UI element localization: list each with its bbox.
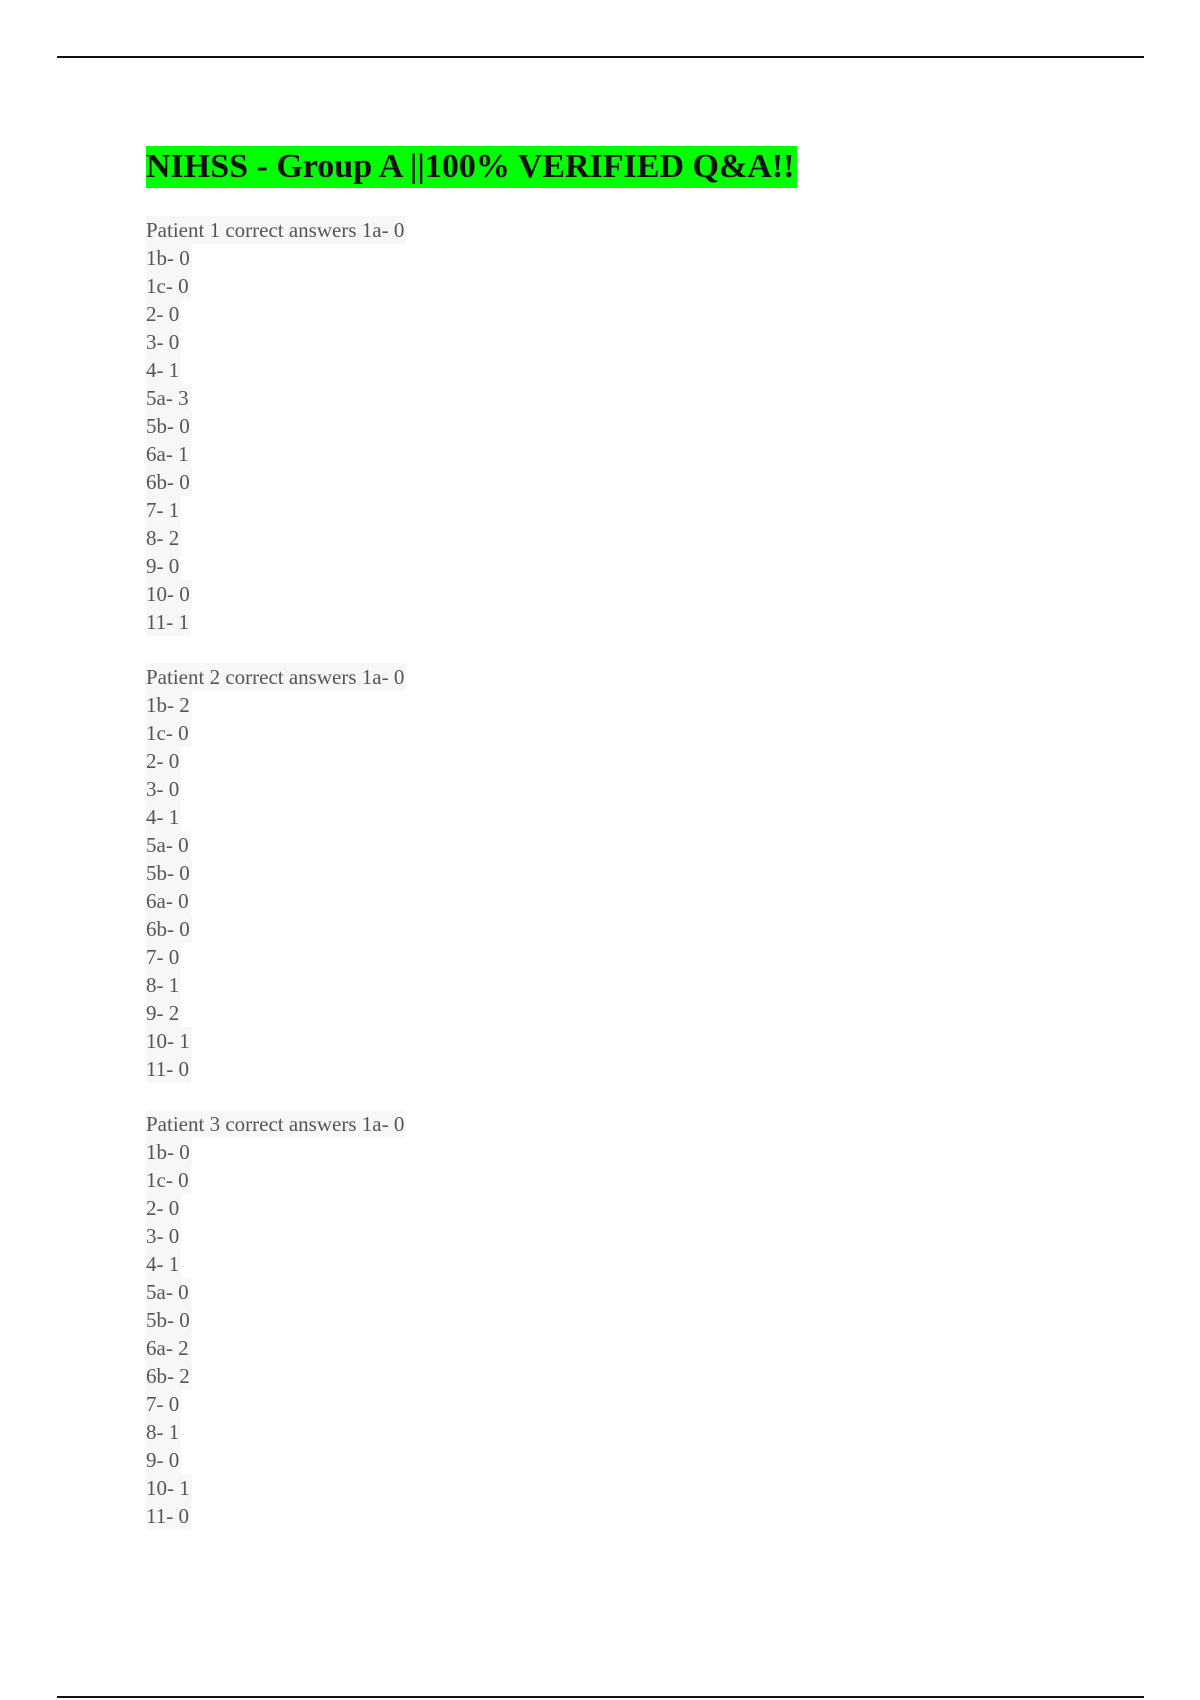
answer-line: 5a- 0 [146,833,189,857]
patient-block-2 [146,663,1106,1083]
answer-line: 6b- 0 [146,470,190,494]
answer-line: 3- 0 [146,330,180,354]
answer-line: 7- 1 [146,498,180,522]
answer-line: 8- 1 [146,973,180,997]
answer-line: 5b- 0 [146,861,190,885]
answer-line: 6a- 0 [146,889,189,913]
bottom-rule [57,1696,1144,1698]
answer-line: 4- 1 [146,805,180,829]
answer-line: 6b- 2 [146,1364,190,1388]
answer-line: 11- 0 [146,1057,189,1081]
answer-line: 10- 1 [146,1029,190,1053]
answer-line: 10- 0 [146,582,190,606]
patient-block-1 [146,216,1106,636]
answer-line: 5b- 0 [146,414,190,438]
answer-line: 10- 1 [146,1476,190,1500]
answer-line: 6a- 2 [146,1336,189,1360]
answer-line: 7- 0 [146,1392,180,1416]
answer-line: 9- 0 [146,1448,180,1472]
patient-block-3 [146,1110,1106,1530]
answer-line: 1c- 0 [146,274,189,298]
answer-line: 1b- 2 [146,693,190,717]
answer-line: 3- 0 [146,777,180,801]
answer-line: 11- 0 [146,1504,189,1528]
answer-line: 5b- 0 [146,1308,190,1332]
answer-line: 1b- 0 [146,1140,190,1164]
answer-line: 1c- 0 [146,1168,189,1192]
patient-heading: Patient 2 correct answers 1a- 0 [146,665,405,689]
answer-line: 3- 0 [146,1224,180,1248]
answer-line: 1b- 0 [146,246,190,270]
patient-heading: Patient 3 correct answers 1a- 0 [146,1112,405,1136]
patient-heading: Patient 1 correct answers 1a- 0 [146,218,405,242]
answer-line: 2- 0 [146,302,180,326]
answer-line: 6a- 1 [146,442,189,466]
document-body [146,146,1106,1530]
answer-line: 7- 0 [146,945,180,969]
answer-line: 1c- 0 [146,721,189,745]
answer-line: 8- 1 [146,1420,180,1444]
answer-line: 8- 2 [146,526,180,550]
top-rule [57,56,1144,58]
document-title: NIHSS - Group A ||100% VERIFIED Q&A!! [146,146,797,188]
answer-line: 9- 2 [146,1001,180,1025]
answer-line: 5a- 0 [146,1280,189,1304]
answer-line: 4- 1 [146,1252,180,1276]
answer-line: 6b- 0 [146,917,190,941]
answer-line: 9- 0 [146,554,180,578]
answer-line: 2- 0 [146,1196,180,1220]
answer-line: 4- 1 [146,358,180,382]
answer-line: 11- 1 [146,610,189,634]
answer-line: 2- 0 [146,749,180,773]
answer-line: 5a- 3 [146,386,189,410]
